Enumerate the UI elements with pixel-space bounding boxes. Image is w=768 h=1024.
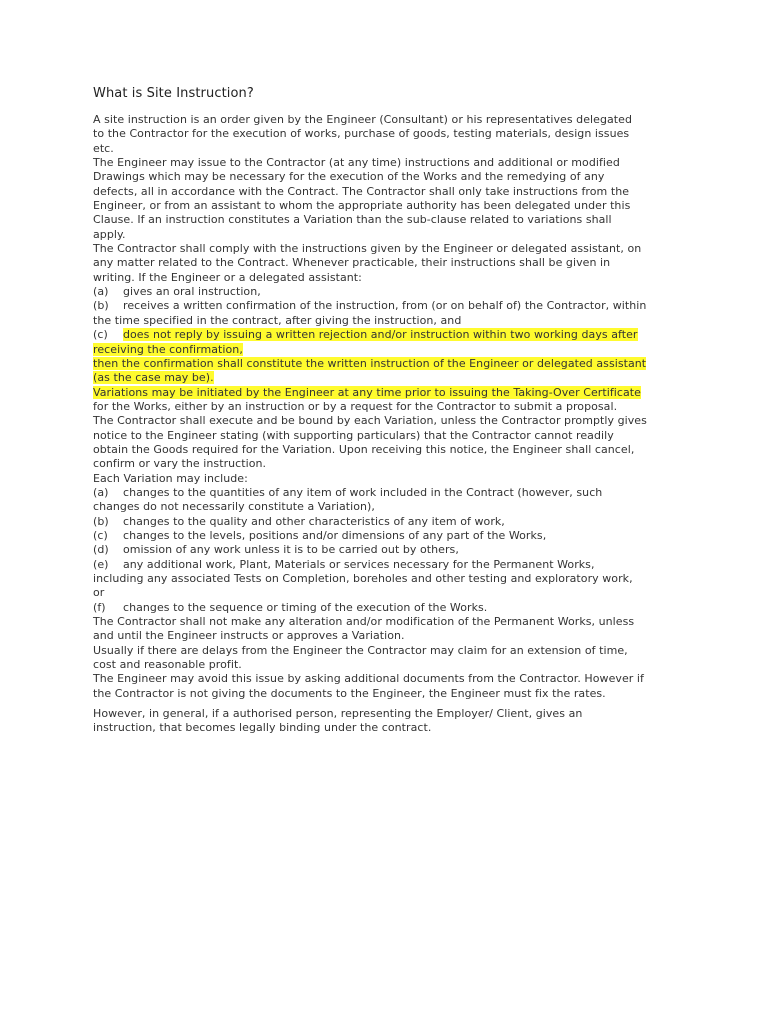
text-line (93, 500, 675, 514)
line-text: gives an oral instruction, (123, 285, 261, 299)
line-text: The Engineer may issue to the Contractor (at any time) instructions and additional or modified (93, 156, 620, 170)
text-line (93, 285, 675, 299)
list-label: (f) (93, 600, 106, 614)
line-text: receives a written confirmation of the instruction, from (or on behalf of) the Contractor, within (123, 299, 647, 313)
line-text: omission of any work unless it is to be carried out by others, (123, 543, 459, 557)
line-text: notice to the Engineer stating (with supporting particulars) that the Contractor cannot readily (93, 428, 614, 442)
text-line (93, 170, 675, 184)
line-text: apply. (93, 227, 126, 241)
line-text: changes do not necessarily constitute a Variation), (93, 500, 375, 514)
line-text: changes to the quantities of any item of work included in the Contract (however, such (123, 485, 603, 499)
line-text: including any associated Tests on Completion, boreholes and other testing and exploratory work, (93, 572, 633, 585)
text-line (93, 242, 675, 256)
text-line (93, 615, 675, 629)
text-line (93, 586, 675, 600)
line-text: etc. (93, 141, 114, 155)
line-text: the Contractor is not giving the documents to the Engineer, the Engineer must fix the rates. (93, 686, 606, 700)
line-text: instruction, that becomes legally binding under the contract. (93, 721, 432, 735)
line-text: any matter related to the Contract. Whenever practicable, their instructions shall be given in (93, 256, 611, 270)
line-text: any additional work, Plant, Materials or services necessary for the Permanent Works, (123, 557, 595, 571)
text-line (93, 142, 675, 156)
text-line (93, 371, 675, 385)
list-label: (a) (93, 285, 109, 299)
text-line (93, 429, 675, 443)
line-text: writing. If the Engineer or a delegated assistant: (93, 270, 362, 284)
highlighted-text: does not reply by issuing a written rejection and/or instruction within two working days after (123, 328, 638, 342)
line-text: The Contractor shall comply with the instructions given by the Engineer or delegated assistant, on (93, 242, 642, 256)
list-label: (d) (93, 543, 109, 557)
document-title: What is Site Instruction? (93, 86, 254, 101)
list-label: (b) (93, 299, 109, 313)
list-label: (b) (93, 514, 109, 528)
text-line (93, 707, 675, 721)
line-text: changes to the levels, positions and/or dimensions of any part of the Works, (123, 528, 547, 542)
document-body (93, 113, 675, 736)
list-label: (c) (93, 328, 108, 342)
text-line (93, 113, 675, 127)
text-line (93, 199, 675, 213)
text-line (93, 386, 675, 400)
line-text: cost and reasonable profit. (93, 658, 242, 672)
text-line (93, 572, 675, 586)
text-line (93, 314, 675, 328)
line-text: or (93, 586, 105, 600)
text-line (93, 486, 675, 500)
line-text: and until the Engineer instructs or approves a Variation. (93, 629, 405, 643)
text-line (93, 457, 675, 471)
text-line (93, 515, 675, 529)
text-line (93, 472, 675, 486)
text-line (93, 343, 675, 357)
text-line (93, 601, 675, 615)
line-text: Each Variation may include: (93, 471, 248, 485)
list-label: (e) (93, 557, 109, 571)
text-line (93, 256, 675, 270)
line-text: obtain the Goods required for the Variation. Upon receiving this notice, the Engineer shall cancel, (93, 442, 635, 456)
line-text: The Contractor shall execute and be bound by each Variation, unless the Contractor promptly gives (93, 414, 647, 428)
text-line (93, 400, 675, 414)
document-page (93, 86, 675, 736)
text-line (93, 558, 675, 572)
list-label: (c) (93, 528, 108, 542)
line-text: The Engineer may avoid this issue by asking additional documents from the Contractor. However if (93, 672, 644, 686)
text-line (93, 271, 675, 285)
line-text: changes to the sequence or timing of the execution of the Works. (123, 600, 488, 614)
line-text: the time specified in the contract, after giving the instruction, and (93, 313, 462, 327)
line-text: changes to the quality and other characteristics of any item of work, (123, 514, 505, 528)
text-line (93, 644, 675, 658)
text-line (93, 529, 675, 543)
line-text: The Contractor shall not make any alteration and/or modification of the Permanent Works, unless (93, 615, 635, 629)
text-line (93, 185, 675, 199)
line-text: Engineer, or from an assistant to whom the appropriate authority has been delegated under this (93, 199, 631, 213)
line-text: for the Works, either by an instruction or by a request for the Contractor to submit a proposal. (93, 399, 618, 413)
text-line (93, 156, 675, 170)
text-line (93, 127, 675, 141)
text-line (93, 228, 675, 242)
line-text: defects, all in accordance with the Contract. The Contractor shall only take instructions from the (93, 184, 630, 198)
highlighted-text: then the confirmation shall constitute the written instruction of the Engineer or delegated assistant (93, 356, 647, 370)
text-line (93, 357, 675, 371)
highlighted-text: Variations may be initiated by the Engineer at any time prior to issuing the Taking-Over Certificate (93, 385, 641, 399)
text-line (93, 328, 675, 342)
highlighted-text: (as the case may be). (93, 371, 214, 385)
text-line (93, 213, 675, 227)
text-line (93, 672, 675, 686)
line-text: Usually if there are delays from the Engineer the Contractor may claim for an extension of time, (93, 643, 628, 657)
text-line (93, 721, 675, 735)
text-line (93, 443, 675, 457)
text-line (93, 543, 675, 557)
text-line (93, 629, 675, 643)
line-text: Clause. If an instruction constitutes a Variation than the sub-clause related to variations shall (93, 213, 612, 227)
highlighted-text: receiving the confirmation, (93, 342, 243, 356)
list-label: (a) (93, 485, 109, 499)
text-line (93, 299, 675, 313)
line-text: confirm or vary the instruction. (93, 457, 267, 471)
text-line (93, 687, 675, 701)
line-text: A site instruction is an order given by the Engineer (Consultant) or his representatives delegated (93, 113, 632, 126)
line-text: to the Contractor for the execution of works, purchase of goods, testing materials, design issues (93, 127, 630, 141)
line-text: However, in general, if a authorised person, representing the Employer/ Client, gives an (93, 707, 583, 721)
line-text: Drawings which may be necessary for the execution of the Works and the remedying of any (93, 170, 605, 184)
text-line (93, 658, 675, 672)
text-line (93, 414, 675, 428)
